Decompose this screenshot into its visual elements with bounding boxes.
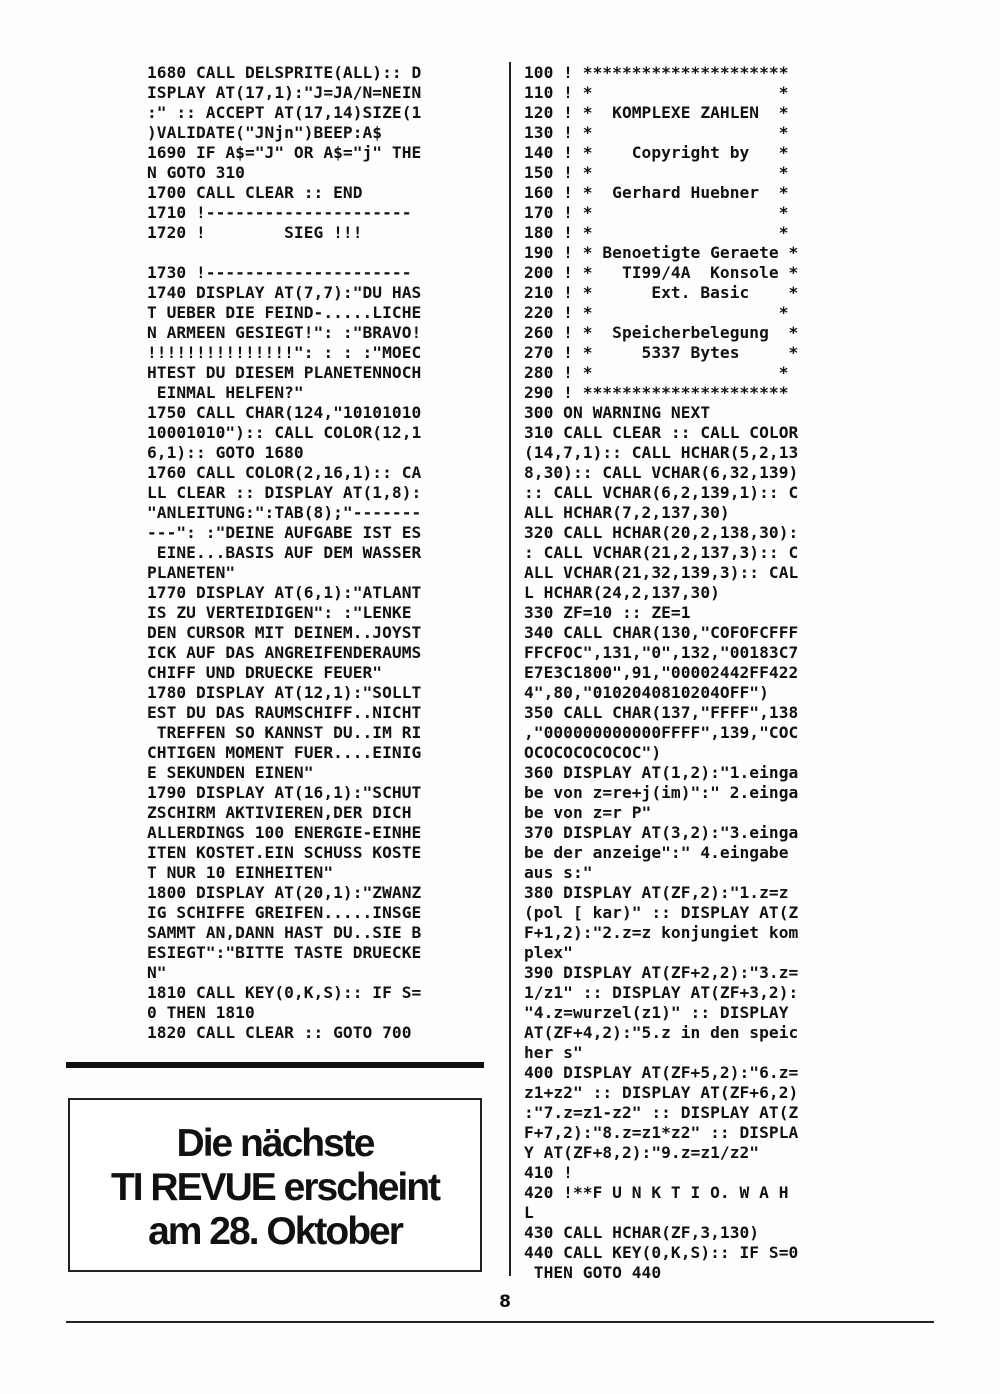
- code-line: ISPLAY AT(17,1):"J=JA/N=NEIN: [147, 83, 422, 102]
- code-line: SAMMT AN,DANN HAST DU..SIE B: [147, 923, 422, 942]
- code-line: TREFFEN SO KANNST DU..IM RI: [147, 723, 422, 742]
- code-line: ALL HCHAR(7,2,137,30): [524, 503, 730, 522]
- code-line: IS ZU VERTEIDIGEN": :"LENKE: [147, 603, 412, 622]
- code-line: OCOCOCOCOCOC"): [524, 743, 662, 762]
- code-line: LL CLEAR :: DISPLAY AT(1,8):: [147, 483, 422, 502]
- code-line: L: [524, 1203, 534, 1222]
- code-line: 370 DISPLAY AT(3,2):"3.einga: [524, 823, 799, 842]
- code-line: Y AT(ZF+8,2):"9.z=z1/z2": [524, 1143, 760, 1162]
- code-line: "ANLEITUNG:":TAB(8);"-------: [147, 503, 422, 522]
- code-line: 4",80,"0102040810204OFF"): [524, 683, 769, 702]
- code-line: AT(ZF+4,2):"5.z in den speic: [524, 1023, 799, 1042]
- next-issue-notice: [68, 1098, 482, 1272]
- code-line: 120 ! * KOMPLEXE ZAHLEN *: [524, 103, 789, 122]
- code-line: EINE...BASIS AUF DEM WASSER: [147, 543, 422, 562]
- notice-line-3: am 28. Oktober: [148, 1210, 402, 1253]
- code-line: her s": [524, 1043, 583, 1062]
- code-line: 200 ! * TI99/4A Konsole *: [524, 263, 799, 282]
- code-line: plex": [524, 943, 573, 962]
- code-line: ---": :"DEINE AUFGABE IST ES: [147, 523, 422, 542]
- code-line: :" :: ACCEPT AT(17,14)SIZE(1: [147, 103, 422, 122]
- code-line: CHTIGEN MOMENT FUER....EINIG: [147, 743, 422, 762]
- code-line: N GOTO 310: [147, 163, 245, 182]
- code-line: [147, 243, 492, 263]
- code-line: )VALIDATE("JNjn")BEEP:A$: [147, 123, 383, 142]
- code-line: THEN GOTO 440: [524, 1263, 662, 1282]
- code-line: be von z=r P": [524, 803, 652, 822]
- code-line: EINMAL HELFEN?": [147, 383, 304, 402]
- code-line: E SEKUNDEN EINEN": [147, 763, 314, 782]
- code-line: :: CALL VCHAR(6,2,139,1):: C: [524, 483, 799, 502]
- heavy-rule: [66, 1062, 484, 1068]
- code-line: "4.z=wurzel(z1)" :: DISPLAY: [524, 1003, 789, 1022]
- code-line: 1710 !---------------------: [147, 203, 412, 222]
- code-line: 10001010"):: CALL COLOR(12,1: [147, 423, 422, 442]
- code-line: 1740 DISPLAY AT(7,7):"DU HAS: [147, 283, 422, 302]
- code-line: 170 ! * *: [524, 203, 789, 222]
- code-line: 180 ! * *: [524, 223, 789, 242]
- code-line: 320 CALL HCHAR(20,2,138,30):: [524, 523, 799, 542]
- code-line: 1750 CALL CHAR(124,"10101010: [147, 403, 422, 422]
- code-line: 420 !**F U N K T I O. W A H: [524, 1183, 789, 1202]
- code-line: 8,30):: CALL VCHAR(6,32,139): [524, 463, 799, 482]
- code-line: :"7.z=z1-z2" :: DISPLAY AT(Z: [524, 1103, 799, 1122]
- code-line: DEN CURSOR MIT DEINEM..JOYST: [147, 623, 422, 642]
- code-line: ,"000000000000FFFF",139,"COC: [524, 723, 799, 742]
- code-line: ALLERDINGS 100 ENERGIE-EINHE: [147, 823, 422, 842]
- code-line: 360 DISPLAY AT(1,2):"1.einga: [524, 763, 799, 782]
- code-line: 150 ! * *: [524, 163, 789, 182]
- code-line: 1700 CALL CLEAR :: END: [147, 183, 363, 202]
- code-line: 1770 DISPLAY AT(6,1):"ATLANT: [147, 583, 422, 602]
- code-line: ICK AUF DAS ANGREIFENDERAUMS: [147, 643, 422, 662]
- code-line: ZSCHIRM AKTIVIEREN,DER DICH: [147, 803, 412, 822]
- code-line: 160 ! * Gerhard Huebner *: [524, 183, 789, 202]
- notice-line-1: Die nächste: [176, 1122, 374, 1165]
- code-line: F+7,2):"8.z=z1*z2" :: DISPLA: [524, 1123, 799, 1142]
- code-line: 6,1):: GOTO 1680: [147, 443, 304, 462]
- code-line: HTEST DU DIESEM PLANETENNOCH: [147, 363, 422, 382]
- code-line: 190 ! * Benoetigte Geraete *: [524, 243, 799, 262]
- code-line: 1690 IF A$="J" OR A$="j" THE: [147, 143, 422, 162]
- code-line: ITEN KOSTET.EIN SCHUSS KOSTE: [147, 843, 422, 862]
- code-line: 310 CALL CLEAR :: CALL COLOR: [524, 423, 799, 442]
- code-line: 210 ! * Ext. Basic *: [524, 283, 799, 302]
- code-line: 430 CALL HCHAR(ZF,3,130): [524, 1223, 760, 1242]
- code-line: N": [147, 963, 167, 982]
- code-line: 1820 CALL CLEAR :: GOTO 700: [147, 1023, 412, 1042]
- code-line: 260 ! * Speicherbelegung *: [524, 323, 799, 342]
- code-line: L HCHAR(24,2,137,30): [524, 583, 720, 602]
- code-line: FFCFOC",131,"0",132,"00183C7: [524, 643, 799, 662]
- code-line: 410 !: [524, 1163, 573, 1182]
- code-line: 380 DISPLAY AT(ZF,2):"1.z=z: [524, 883, 789, 902]
- code-line: EST DU DAS RAUMSCHIFF..NICHT: [147, 703, 422, 722]
- code-line: (pol [ kar)" :: DISPLAY AT(Z: [524, 903, 799, 922]
- code-line: !!!!!!!!!!!!!!!": : : :"MOEC: [147, 343, 422, 362]
- code-line: 1790 DISPLAY AT(16,1):"SCHUT: [147, 783, 422, 802]
- code-line: 100 ! *********************: [524, 63, 789, 82]
- code-line: z1+z2" :: DISPLAY AT(ZF+6,2): [524, 1083, 799, 1102]
- code-line: 340 CALL CHAR(130,"COFOFCFFF: [524, 623, 799, 642]
- code-line: 1760 CALL COLOR(2,16,1):: CA: [147, 463, 422, 482]
- code-line: ALL VCHAR(21,32,139,3):: CAL: [524, 563, 799, 582]
- program-listing-left: [147, 63, 492, 1043]
- code-line: 350 CALL CHAR(137,"FFFF",138: [524, 703, 799, 722]
- code-line: F+1,2):"2.z=z konjungiet kom: [524, 923, 799, 942]
- column-divider: [509, 62, 511, 1276]
- code-line: 1/z1" :: DISPLAY AT(ZF+3,2):: [524, 983, 799, 1002]
- code-line: (14,7,1):: CALL HCHAR(5,2,13: [524, 443, 799, 462]
- code-line: ESIEGT":"BITTE TASTE DRUECKE: [147, 943, 422, 962]
- code-line: E7E3C1800",91,"00002442FF422: [524, 663, 799, 682]
- code-line: 1800 DISPLAY AT(20,1):"ZWANZ: [147, 883, 422, 902]
- notice-line-2: TI REVUE erscheint: [110, 1166, 440, 1209]
- code-line: 1720 ! SIEG !!!: [147, 223, 363, 242]
- code-line: 300 ON WARNING NEXT: [524, 403, 711, 422]
- code-line: 110 ! * *: [524, 83, 789, 102]
- code-line: IG SCHIFFE GREIFEN.....INSGE: [147, 903, 422, 922]
- code-line: be der anzeige":" 4.eingabe: [524, 843, 789, 862]
- code-line: T NUR 10 EINHEITEN": [147, 863, 334, 882]
- code-line: 140 ! * Copyright by *: [524, 143, 789, 162]
- code-line: 390 DISPLAY AT(ZF+2,2):"3.z=: [524, 963, 799, 982]
- code-line: PLANETEN": [147, 563, 236, 582]
- code-line: 280 ! * *: [524, 363, 789, 382]
- code-line: : CALL VCHAR(21,2,137,3):: C: [524, 543, 799, 562]
- program-listing-right: [524, 63, 870, 1283]
- code-line: 1680 CALL DELSPRITE(ALL):: D: [147, 63, 422, 82]
- code-line: 130 ! * *: [524, 123, 789, 142]
- code-line: 1810 CALL KEY(0,K,S):: IF S=: [147, 983, 422, 1002]
- code-line: aus s:": [524, 863, 593, 882]
- code-line: CHIFF UND DRUECKE FEUER": [147, 663, 383, 682]
- code-line: T UEBER DIE FEIND-.....LICHE: [147, 303, 422, 322]
- code-line: 220 ! * *: [524, 303, 789, 322]
- code-line: 1730 !---------------------: [147, 263, 412, 282]
- bottom-rule: [66, 1321, 934, 1323]
- code-line: 400 DISPLAY AT(ZF+5,2):"6.z=: [524, 1063, 799, 1082]
- code-line: be von z=re+j(im)":" 2.einga: [524, 783, 799, 802]
- code-line: 440 CALL KEY(0,K,S):: IF S=0: [524, 1243, 799, 1262]
- code-line: 0 THEN 1810: [147, 1003, 255, 1022]
- code-line: 330 ZF=10 :: ZE=1: [524, 603, 691, 622]
- code-line: 290 ! *********************: [524, 383, 789, 402]
- code-line: N ARMEEN GESIEGT!": :"BRAVO!: [147, 323, 422, 342]
- code-line: 270 ! * 5337 Bytes *: [524, 343, 799, 362]
- code-line: 1780 DISPLAY AT(12,1):"SOLLT: [147, 683, 422, 702]
- page-number: 8: [499, 1292, 511, 1312]
